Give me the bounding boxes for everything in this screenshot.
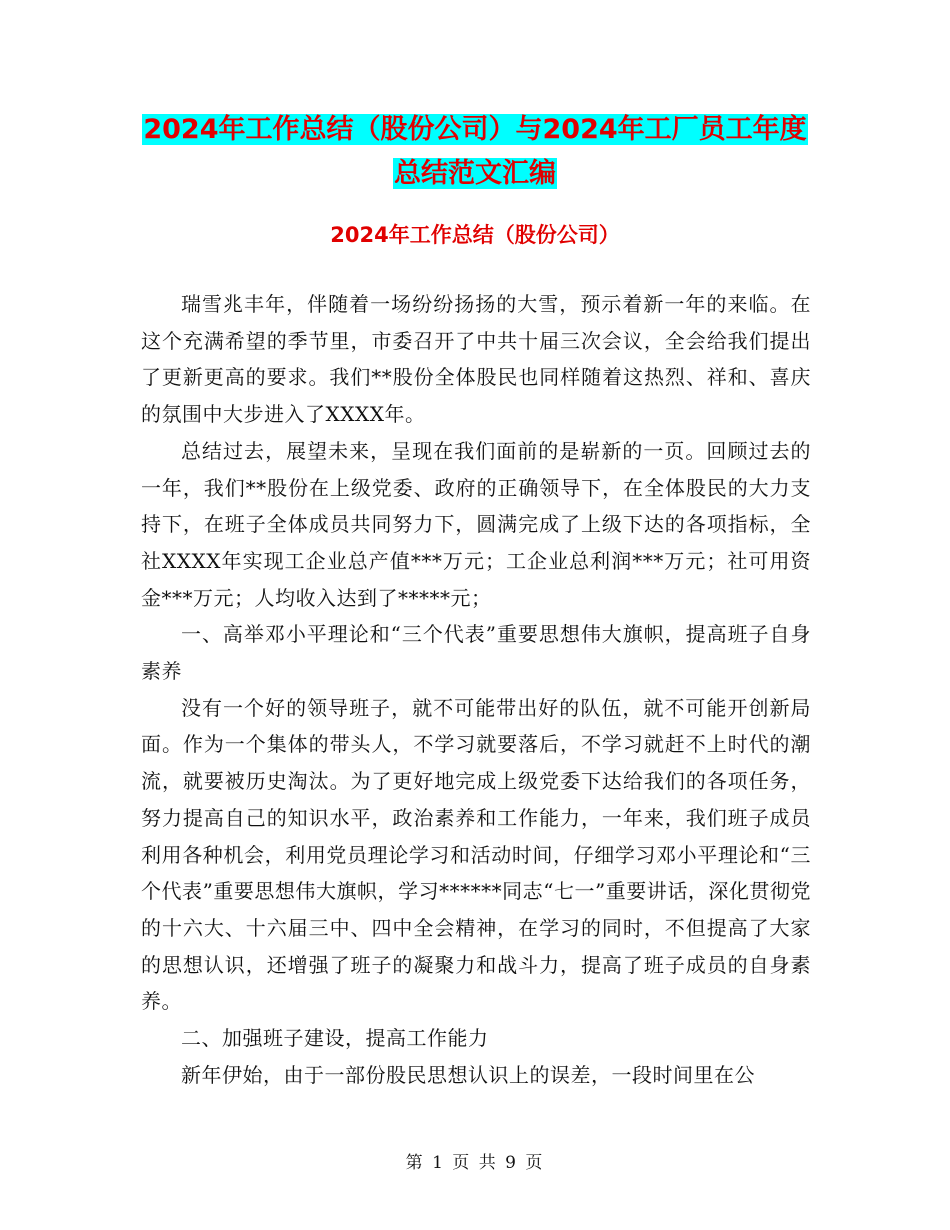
document-title-line-1: 2024年工作总结（股份公司）与2024年工厂员工年度 (143, 114, 807, 145)
paragraph-section-1: 没有一个好的领导班子，就不可能带出好的队伍，就不可能开创新局面。作为一个集体的带头人，不学习就要落后，不学习就赶不上时代的潮流，就要被历史淘汰。为了更好地完成上级党委下达给我们的各项任务，努力提高自己的知识水平，政治素养和工作能力，一年来，我们班子成员利用各种机会，利用党员理论学习和活动时间，仔细学习邓小平理论和“三个代表”重要思想伟大旗帜，学习******同志“七一”重要讲话，深化贯彻党的十六大、十六届三中、四中全会精神，在学习的同时，不但提高了大家的思想认识，还增强了班子的凝聚力和战斗力，提高了班子成员的自身素养。 (141, 695, 811, 1014)
document-title-line-2: 总结范文汇编 (394, 158, 556, 189)
page-footer: 第 1 页 共 9 页 (405, 1153, 545, 1173)
paragraph-intro: 瑞雪兆丰年，伴随着一场纷纷扬扬的大雪，预示着新一年的来临。在这个充满希望的季节里，市委召开了中共十届三次会议，全会给我们提出了更新更高的要求。我们**股份全体股民也同样随着这热烈、祥和、喜庆的氛围中大步进入了XXXX年。 (141, 292, 811, 427)
paragraph-section-2: 新年伊始，由于一部份股民思想认识上的误差，一段时间里在公 (181, 1062, 755, 1087)
section-title: 2024年工作总结（股份公司） (330, 223, 620, 247)
heading-section-2: 二、加强班子建设，提高工作能力 (181, 1026, 489, 1051)
heading-section-1: 一、高举邓小平理论和“三个代表”重要思想伟大旗帜，提高班子自身素养 (141, 622, 811, 684)
paragraph-review: 总结过去，展望未来，呈现在我们面前的是崭新的一页。回顾过去的一年，我们**股份在上级党委、政府的正确领导下，在全体股民的大力支持下，在班子全体成员共同努力下，圆满完成了上级下达的各项指标，全社XXXX年实现工企业总产值***万元；工企业总利润***万元；社可用资金***万元；人均收入达到了*****元； (141, 438, 811, 610)
document-body (141, 286, 811, 1093)
document-title (0, 108, 950, 196)
